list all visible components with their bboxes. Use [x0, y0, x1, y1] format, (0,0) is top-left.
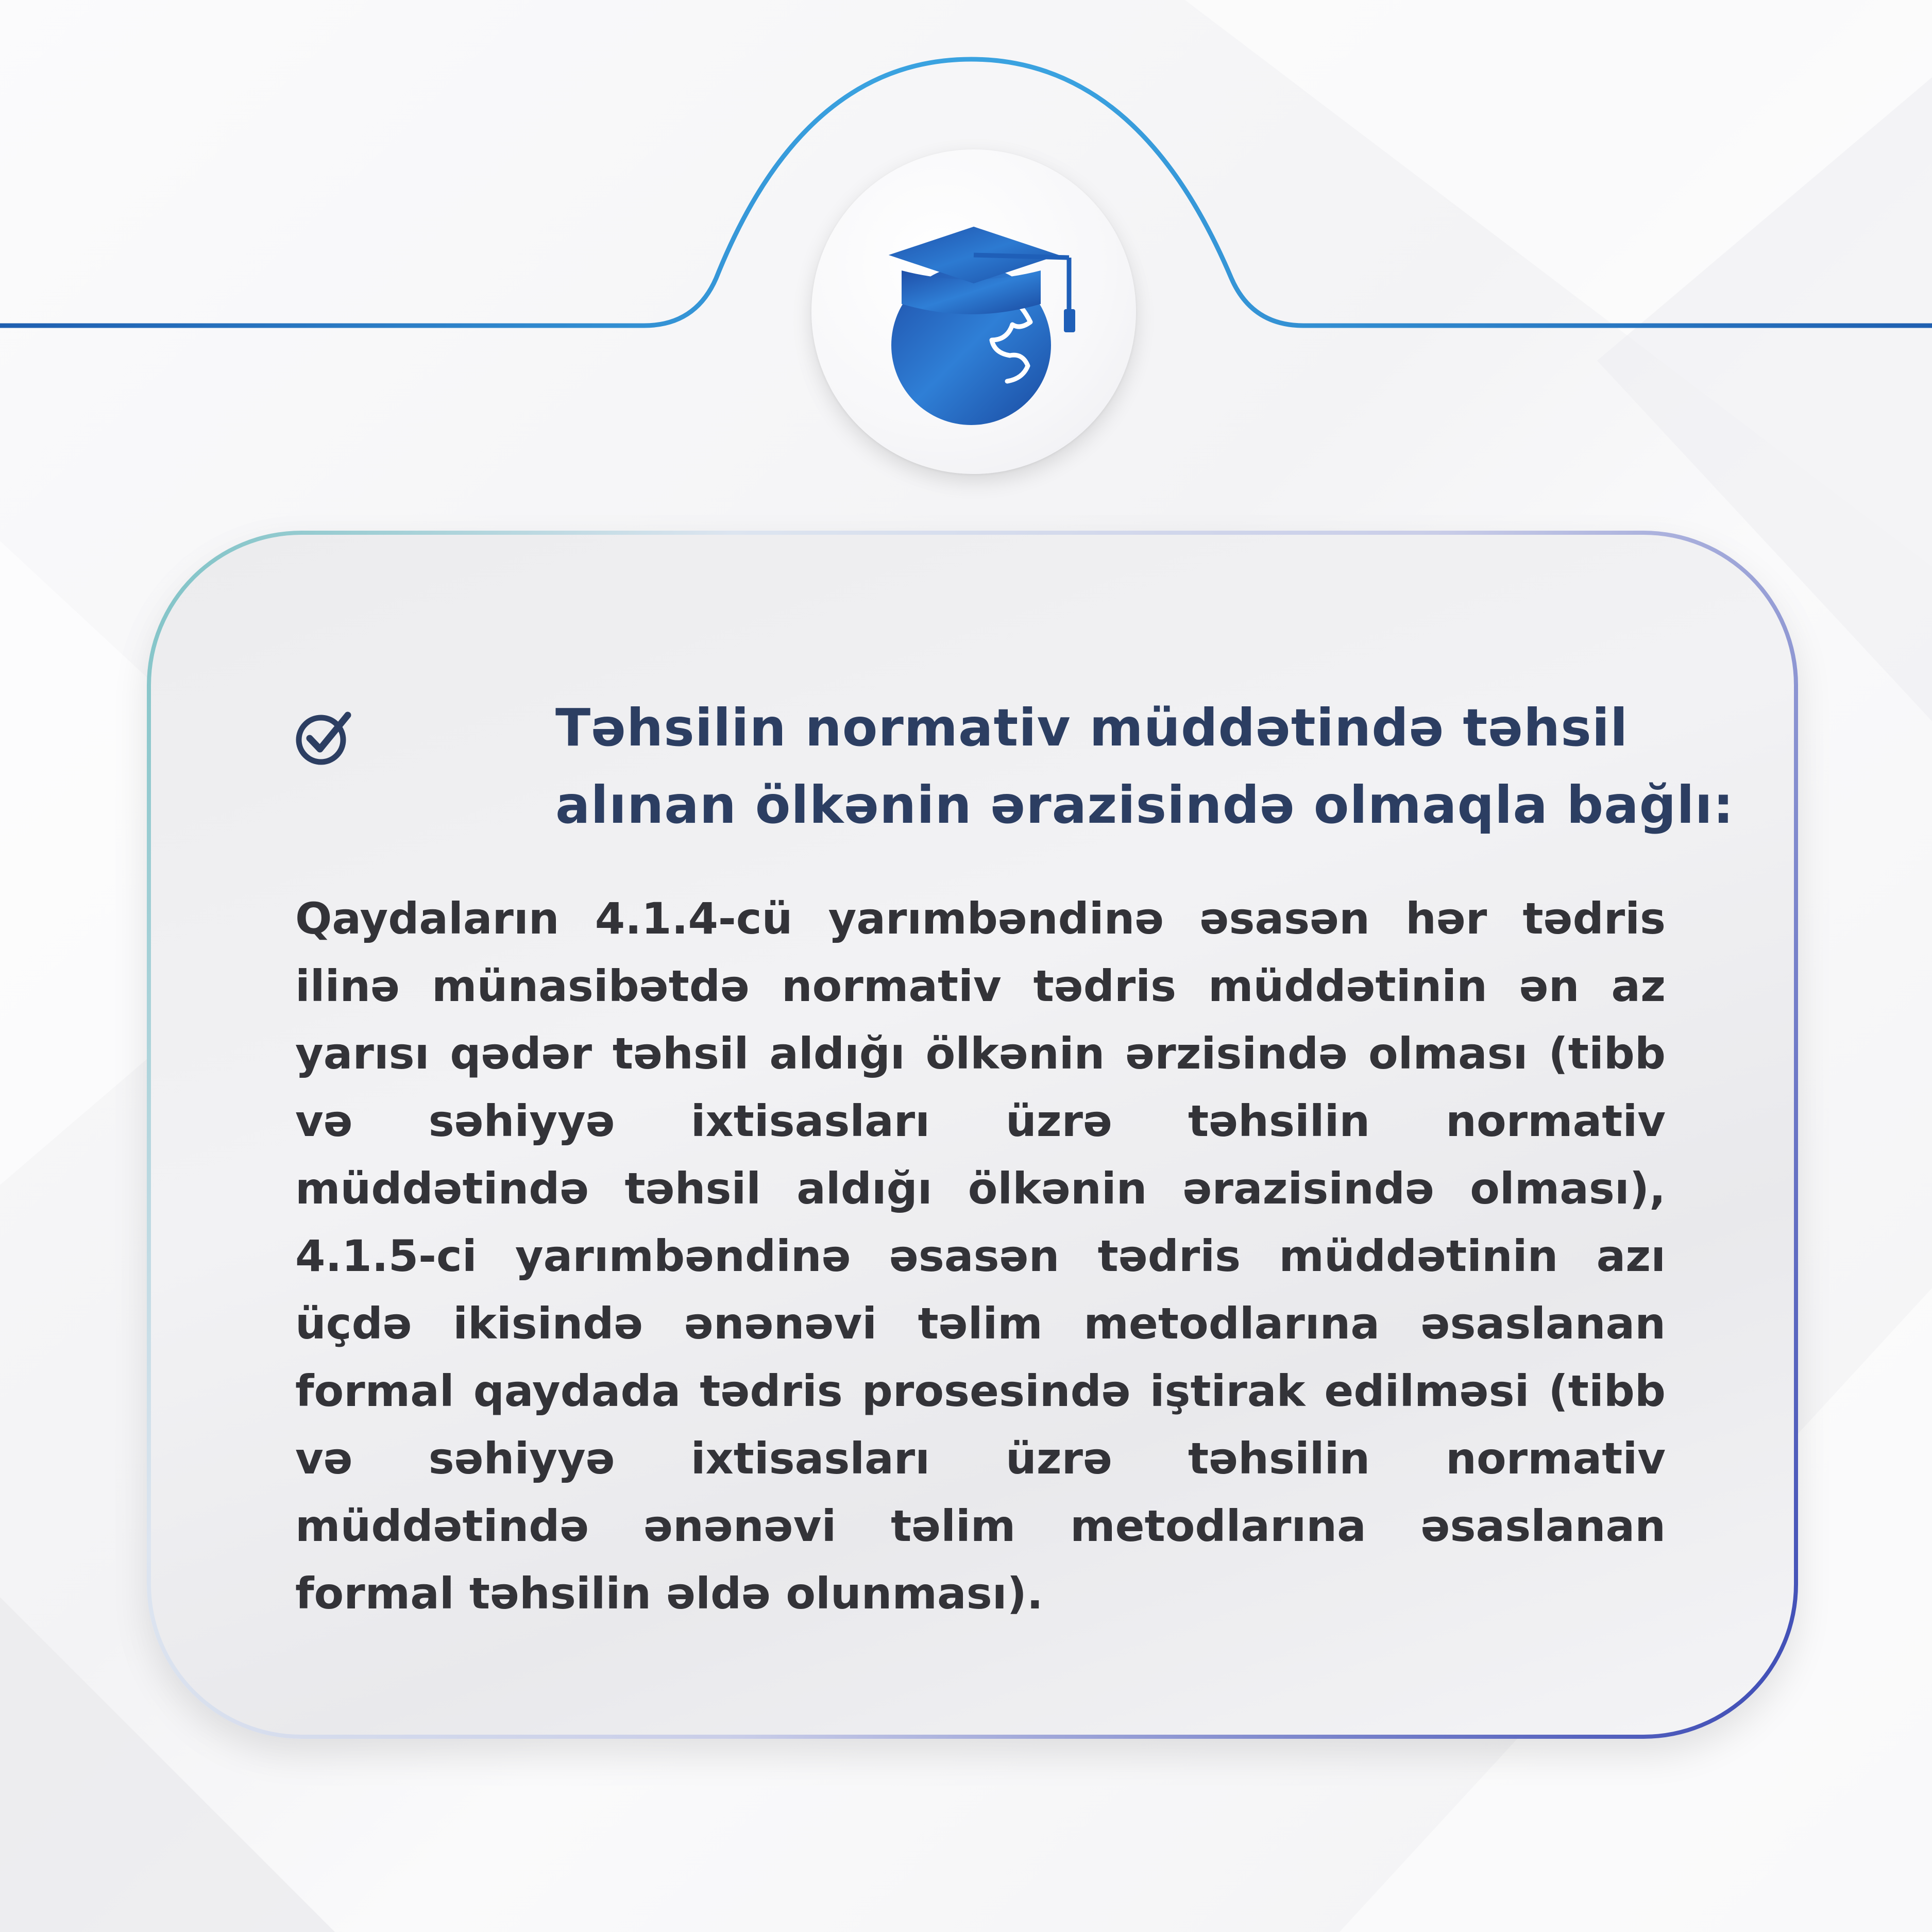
graduation-cap-globe-icon	[811, 149, 1136, 474]
check-circle-icon	[295, 710, 352, 767]
emblem-badge	[811, 149, 1136, 474]
info-card	[147, 531, 1798, 1739]
info-card-body	[151, 535, 1794, 1735]
card-heading: Təhsilin normativ müddətində təhsil alınan ölkənin ərazisində olmaqla bağlı:	[555, 698, 1734, 835]
card-body-text: Qaydaların 4.1.4-cü yarımbəndinə əsasən hər tədris ilinə münasibətdə normativ tədris müddətinin ən az yarısı qədər təhsil aldığı ölkənin ərzisində olması (tibb və səhiyyə ixtisasları üzrə təhsilin normativ müddətində təhsil aldığı ölkənin ərazisində olması), 4.1.5-ci yarımbəndinə əsasən tədris müddətinin azı üçdə ikisində ənənəvi təlim metodlarına əsaslanan formal qaydada tədris prosesində iştirak edilməsi (tibb və səhiyyə ixtisasları üzrə təhsilin normativ müddətində ənənəvi təlim metodlarına əsaslanan formal təhsilin əldə olunması).	[295, 893, 1666, 1619]
